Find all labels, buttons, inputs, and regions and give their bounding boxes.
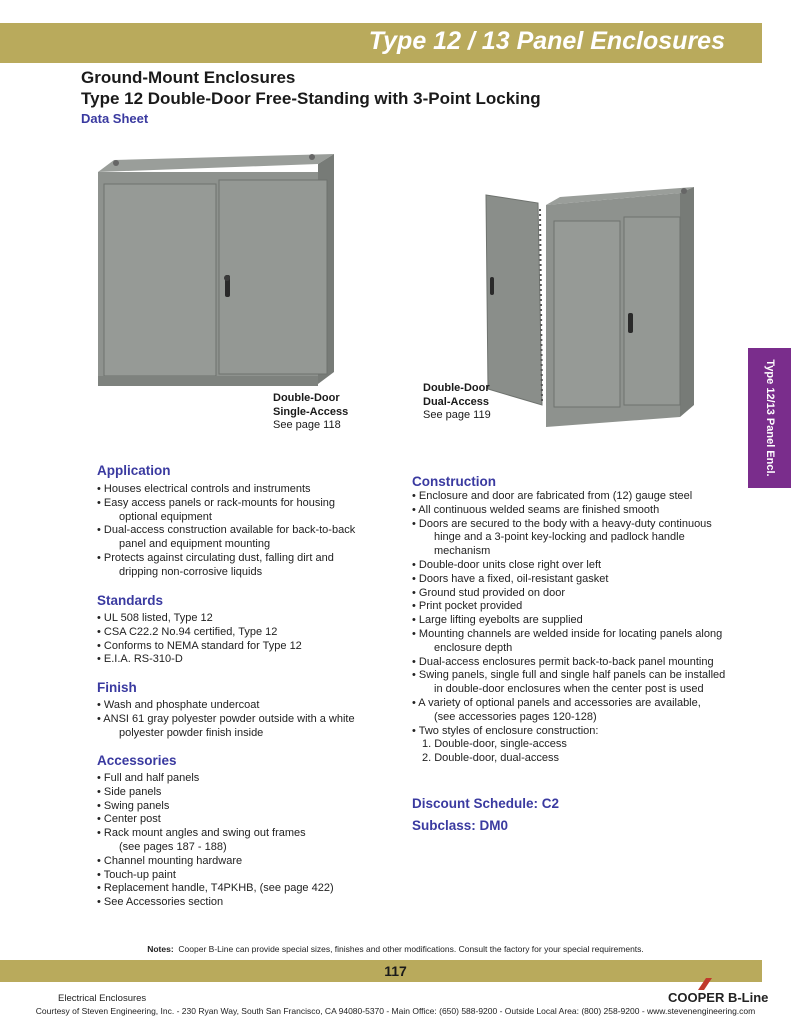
list-item: • Full and half panels: [97, 772, 200, 784]
list-item: • Rack mount angles and swing out frames (see pages 187 - 188): [97, 827, 306, 853]
heading-product: Type 12 Double-Door Free-Standing with 3-Point Locking: [81, 89, 541, 108]
list-item: • Easy access panels or rack-mounts for housing optional equipment: [97, 496, 336, 523]
construction-title: Construction: [412, 474, 496, 489]
list-item: • Enclosure and door are fabricated from (12) gauge steel: [412, 490, 693, 502]
list-item: • Large lifting eyebolts are supplied: [412, 614, 583, 627]
caption-dual-line2: Dual-Access: [423, 395, 490, 408]
list-item: 2. Double-door, dual-access: [422, 752, 559, 765]
list-item: • Mounting channels are welded inside for locating panels along enclosure depth: [412, 627, 723, 654]
list-item: • Dual-access enclosures permit back-to-back panel mounting: [412, 655, 714, 668]
heading-ground-mount: Ground-Mount Enclosures: [81, 68, 296, 87]
list-item: • UL 508 listed, Type 12: [97, 612, 213, 624]
accessories-list: [97, 772, 397, 910]
caption-single-access: [273, 392, 348, 433]
list-item: • Print pocket provided: [412, 600, 523, 613]
construction-list: [412, 490, 747, 766]
list-item: • Dual-access construction available for back-to-back panel and equipment mounting: [97, 524, 356, 551]
list-item: • E.I.A. RS-310-D: [97, 653, 183, 666]
notes-label: Notes:: [147, 944, 174, 954]
side-tab-label-wrap: [748, 348, 791, 488]
footer-credit: Courtesy of Steven Engineering, Inc. - 230 Ryan Way, South San Francisco, CA 94080-5370 - Main Office: (650) 588-9200 - Outside Local Area: (800) 258-9200 - www.stevenengineering.com: [35, 1006, 756, 1016]
list-item: • Conforms to NEMA standard for Type 12: [97, 639, 302, 652]
finish-title: Finish: [97, 680, 137, 695]
accessories-title: Accessories: [97, 753, 177, 768]
list-item: • ANSI 61 gray polyester powder outside with a white polyester powder finish inside: [97, 712, 355, 739]
list-item: • Double-door units close right over left: [412, 558, 602, 571]
standards-title: Standards: [97, 593, 164, 608]
finish-list: [97, 699, 397, 740]
list-item: • Swing panels, single full and single half panels can be installed in double-door enclosures when the center post is used: [412, 669, 726, 696]
logo-word-cooper: COOPER: [668, 990, 725, 1005]
discount-schedule: Discount Schedule: C2: [412, 796, 560, 811]
logo-word-bline: B-Line: [724, 990, 769, 1005]
footer-category: Electrical Enclosures: [58, 993, 147, 1004]
list-item: • Channel mounting hardware: [97, 854, 243, 867]
heading-data-sheet: Data Sheet: [81, 111, 149, 126]
list-item: 1. Double-door, single-access: [422, 738, 567, 751]
caption-single-see-page: See page 118: [273, 419, 341, 431]
list-item: • Ground stud provided on door: [412, 586, 566, 599]
caption-dual-see-page: See page 119: [423, 409, 491, 421]
list-item: • Side panels: [97, 785, 162, 798]
list-item: • Two styles of enclosure construction:: [412, 724, 599, 737]
single-access-enclosure-image: [92, 150, 342, 395]
list-item: • Houses electrical controls and instruments: [97, 483, 311, 495]
list-item: • Replacement handle, T4PKHB, (see page 422): [97, 882, 334, 895]
discount-subclass: Subclass: DM0: [412, 818, 509, 833]
caption-single-line1: Double-Door: [273, 392, 340, 404]
caption-single-line2: Single-Access: [273, 405, 349, 418]
list-item: • Swing panels: [97, 799, 170, 812]
list-item: • CSA C22.2 No.94 certified, Type 12: [97, 625, 278, 638]
list-item: • Wash and phosphate undercoat: [97, 699, 260, 711]
notes-text: Cooper B-Line can provide special sizes, finishes and other modifications. Consult the factory for your special requirements.: [178, 944, 644, 954]
application-title: Application: [97, 463, 171, 478]
list-item: • Doors are secured to the body with a heavy-duty continuous hinge and a 3-point key-locking and padlock handle mechanism: [412, 517, 712, 558]
dual-access-enclosure-image: [484, 185, 696, 430]
list-item: • Touch-up paint: [97, 868, 176, 881]
list-item: • Center post: [97, 813, 161, 826]
list-item: • Protects against circulating dust, falling dirt and dripping non-corrosive liquids: [97, 551, 334, 578]
list-item: • See Accessories section: [97, 896, 224, 909]
application-list: [97, 483, 397, 580]
logo-mark-icon: [698, 978, 712, 990]
standards-list: [97, 612, 397, 667]
list-item: • Doors have a fixed, oil-resistant gasket: [412, 572, 609, 585]
side-tab-label: Type 12/13 Panel Encl.: [763, 359, 776, 477]
cooper-bline-logo: [668, 990, 768, 1005]
caption-dual-line1: Double-Door: [423, 382, 490, 394]
page-title: Type 12 / 13 Panel Enclosures: [368, 27, 725, 55]
notes: [0, 944, 791, 954]
list-item: • A variety of optional panels and accessories are available, (see accessories pages 120-128): [412, 696, 701, 723]
caption-dual-access: [423, 382, 491, 423]
page-number: 117: [384, 963, 407, 979]
list-item: • All continuous welded seams are finished smooth: [412, 503, 660, 516]
